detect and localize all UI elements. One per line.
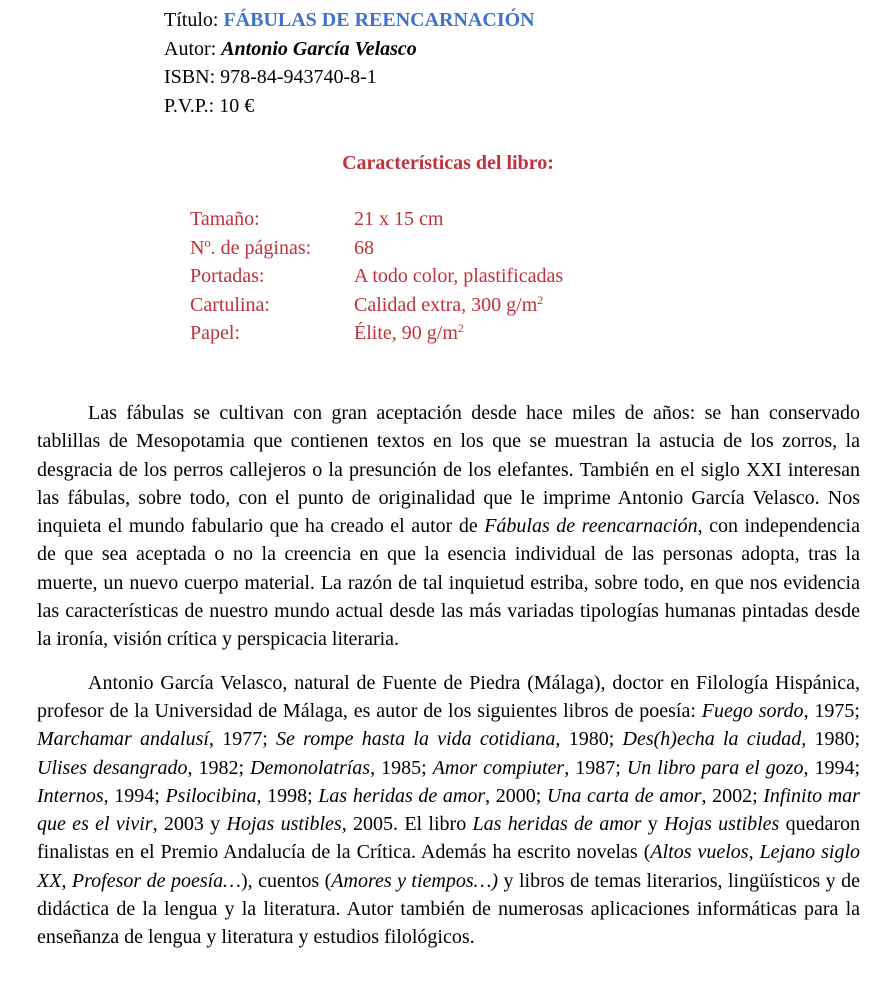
- text-run: ,: [748, 841, 760, 864]
- text-run: , 2002;: [701, 784, 764, 807]
- work-title: Hojas ustibles: [664, 813, 780, 836]
- book-author: Antonio García Velasco: [221, 37, 417, 60]
- work-title: Demonolatrías: [250, 756, 371, 779]
- paragraph-synopsis: [37, 399, 860, 654]
- features-heading: Características del libro:: [342, 152, 554, 174]
- text-run: Antonio García Velasco, natural de Fuente de Piedra (Málaga), doctor en Filología Hispánica, profesor de la Universidad de Málaga, es autor de los siguientes libros de poesía:: [37, 671, 860, 722]
- text-run: , 1987;: [564, 756, 627, 779]
- text-run: 1980;: [806, 728, 861, 751]
- price-line: [164, 92, 535, 121]
- title-label: Título:: [164, 9, 224, 31]
- feature-value: 21 x 15 cm: [354, 208, 444, 230]
- feature-value: [354, 319, 464, 348]
- text-run: , 2003 y: [152, 813, 227, 836]
- work-title: Se rompe hasta la vida cotidiana,: [276, 728, 561, 751]
- book-price: 10 €: [219, 94, 255, 117]
- text-run: ,: [61, 869, 72, 892]
- feature-value-text: Élite, 90 g/m: [354, 322, 458, 344]
- text-run: , 1982;: [187, 756, 251, 779]
- body-text: [37, 399, 860, 952]
- isbn-line: [164, 63, 535, 92]
- work-title: Hojas ustibles: [226, 813, 342, 836]
- text-run: , 2000;: [485, 784, 547, 807]
- text-run: ), cuentos (: [240, 869, 332, 892]
- text-run: , 1994;: [103, 784, 166, 807]
- feature-row-card: [190, 291, 563, 320]
- text-run: , 1985;: [370, 756, 433, 779]
- title-line: [164, 6, 535, 35]
- work-title: Lejano siglo XX: [37, 841, 861, 892]
- feature-row-covers: [190, 262, 563, 291]
- book-metadata: [164, 6, 535, 120]
- text-run: , 1977;: [208, 728, 277, 751]
- work-title: Amores y tiempos…): [331, 869, 499, 892]
- superscript-exponent: 2: [457, 321, 464, 335]
- feature-row-size: [190, 205, 563, 234]
- text-run: Las fábulas se cultivan con gran aceptación desde hace miles de años: se han conservado tablillas de Mesopotamia que contienen textos en los que se muestran la astucia de los zorros, la desgracia de los perros callejeros o la presunción de los elefantes. También en el siglo XXI interesan las fábulas, sobre todo, con el punto de originalidad que le imprime Antonio García Velasco. Nos inquieta el mundo fabulario que ha creado el autor de: [37, 402, 860, 538]
- work-title: Marchamar andalusí: [37, 728, 209, 751]
- work-title: Altos vuelos: [650, 841, 749, 864]
- work-title: Un libro para el gozo: [626, 756, 804, 779]
- isbn-label: ISBN:: [164, 66, 221, 88]
- work-title: Amor compiuter: [432, 756, 565, 779]
- feature-value: A todo color, plastificadas: [354, 265, 564, 287]
- text-run: , 1975;: [803, 699, 860, 722]
- text-run: y: [641, 813, 665, 836]
- work-title: Internos: [37, 784, 104, 807]
- work-title: Una carta de amor: [546, 784, 702, 807]
- work-title: Las heridas de amor: [318, 784, 486, 807]
- work-title: Psilocibina,: [165, 784, 262, 807]
- features-list: [190, 205, 563, 348]
- work-title: Las heridas de amor: [472, 813, 642, 836]
- text-run: 1998;: [261, 784, 319, 807]
- feature-row-paper: [190, 319, 563, 348]
- feature-row-pages: [190, 234, 563, 263]
- feature-value: 68: [354, 236, 374, 259]
- text-run: , 1994;: [803, 756, 861, 779]
- text-run: quedaron finalistas en el Premio Andalucía de la Crítica. Además ha escrito novelas (: [37, 813, 861, 864]
- work-title: Des(h)echa la ciudad,: [622, 728, 807, 751]
- work-title: Ulises desangrado: [37, 756, 188, 779]
- feature-value-text: Calidad extra, 300 g/m: [354, 293, 538, 316]
- feature-label: Tamaño:: [190, 208, 260, 230]
- text-run: , 2005. El libro: [341, 813, 473, 836]
- work-title: Fuego sordo: [701, 699, 804, 722]
- work-title: Profesor de poesía…: [71, 869, 241, 892]
- text-run: y libros de temas literarios, lingüísticos y de didáctica de la lengua y la literatura. Autor también de numerosas aplicaciones informáticas para la enseñanza de lengua y literatura y estudios filológicos.: [37, 869, 860, 949]
- text-run: , con independencia de que sea aceptada o no la creencia en que la esencia individual de las personas adopta, tras la muerte, un nuevo cuerpo material. La razón de tal inquietud estriba, sobre todo, en que nos evidencia las características de nuestro mundo actual desde las más variadas tipologías humanas pintadas desde la ironía, visión crítica y perspicacia literaria.: [37, 515, 860, 651]
- book-title: FÁBULAS DE REENCARNACIÓN: [223, 9, 535, 31]
- feature-label: Papel:: [190, 322, 240, 344]
- feature-label: Cartulina:: [190, 293, 270, 316]
- author-label: Autor:: [164, 37, 222, 60]
- text-run: 1980;: [560, 728, 623, 751]
- superscript-exponent: 2: [537, 292, 544, 307]
- feature-label: Portadas:: [190, 265, 265, 287]
- price-label: P.V.P.:: [164, 94, 220, 117]
- book-isbn: 978-84-943740-8-1: [220, 66, 377, 88]
- book-title-italic: Fábulas de reencarnación: [484, 515, 698, 538]
- work-title: Infinito mar que es el vivir: [37, 784, 860, 836]
- feature-value: [354, 291, 543, 320]
- paragraph-author-bio: [37, 669, 860, 952]
- author-line: [164, 35, 535, 64]
- feature-label: Nº. de páginas:: [190, 236, 312, 259]
